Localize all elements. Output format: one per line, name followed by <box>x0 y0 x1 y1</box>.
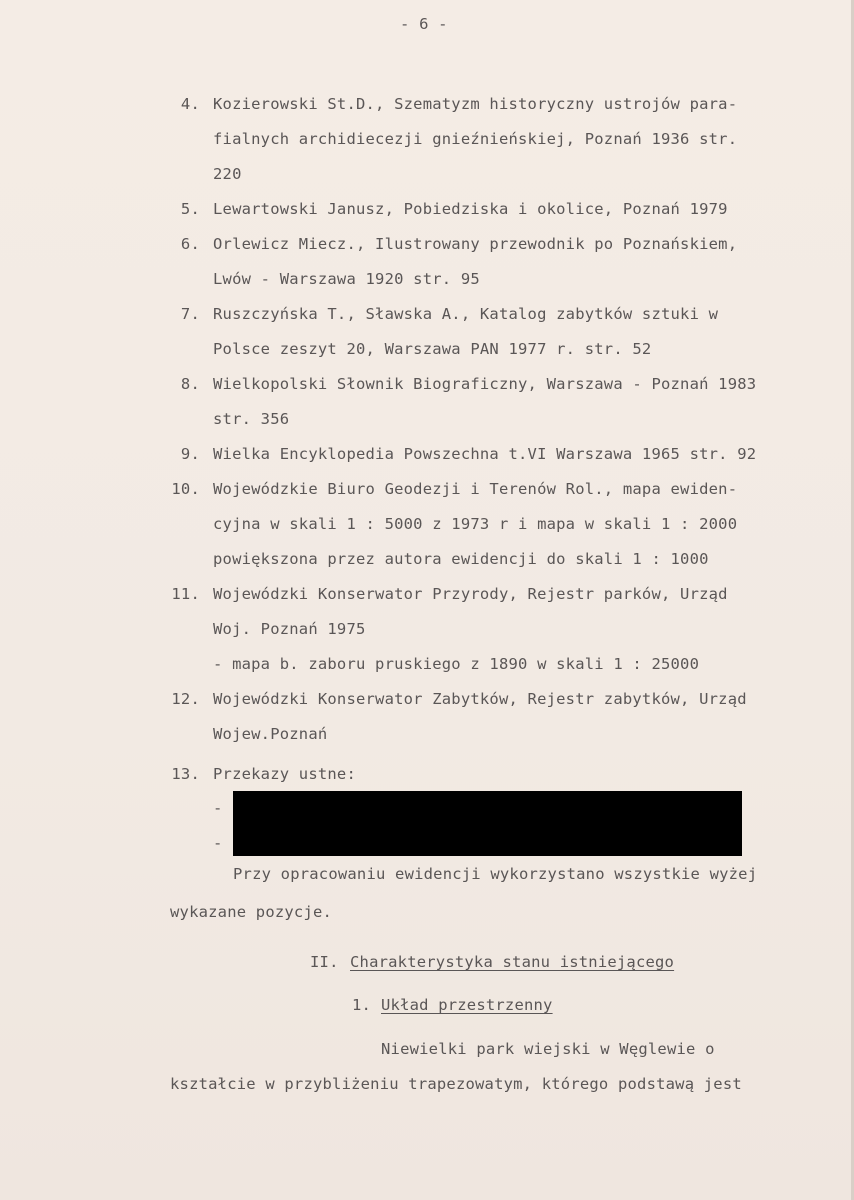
section-title: Charakterystyka stanu istniejącego <box>350 953 675 971</box>
entry-number: 6. <box>180 235 200 253</box>
entry-line: Polsce zeszyt 20, Warszawa PAN 1977 r. str. 52 <box>213 340 652 358</box>
entry-number: 4. <box>180 95 200 113</box>
entry-number: 11. <box>171 585 200 603</box>
entry-line: Przekazy ustne: <box>213 765 356 783</box>
entry-number: 5. <box>180 200 200 218</box>
redaction-block <box>233 791 742 856</box>
list-dash: - <box>213 834 223 852</box>
entry-number: 8. <box>180 375 200 393</box>
entry-line: Wielkopolski Słownik Biograficzny, Warszawa - Poznań 1983 <box>213 375 757 393</box>
entry-line: Lewartowski Janusz, Pobiedziska i okolice, Poznań 1979 <box>213 200 728 218</box>
entry-number: 9. <box>180 445 200 463</box>
entry-number: 13. <box>171 765 200 783</box>
entry-line: cyjna w skali 1 : 5000 z 1973 r i mapa w skali 1 : 2000 <box>213 515 738 533</box>
entry-number: 10. <box>171 480 200 498</box>
subsection-number: 1. <box>352 996 372 1014</box>
entry-line: Ruszczyńska T., Sławska A., Katalog zabytków sztuki w <box>213 305 719 323</box>
entry-number: 12. <box>171 690 200 708</box>
entry-line: Kozierowski St.D., Szematyzm historyczny ustrojów para- <box>213 95 738 113</box>
entry-line: - mapa b. zaboru pruskiego z 1890 w skali 1 : 25000 <box>213 655 700 673</box>
entry-line: Wojewódzki Konserwator Zabytków, Rejestr zabytków, Urząd <box>213 690 747 708</box>
list-dash: - <box>213 799 223 817</box>
entry-line: powiększona przez autora ewidencji do skali 1 : 1000 <box>213 550 709 568</box>
entry-line: Orlewicz Miecz., Ilustrowany przewodnik po Poznańskiem, <box>213 235 738 253</box>
entry-line: Wojewódzki Konserwator Przyrody, Rejestr parków, Urząd <box>213 585 728 603</box>
subsection-title: Układ przestrzenny <box>381 996 553 1014</box>
section-number: II. <box>310 953 339 971</box>
page-number: - 6 - <box>400 15 448 33</box>
closing-line: wykazane pozycje. <box>170 903 333 921</box>
entry-line: Wojewódzkie Biuro Geodezji i Terenów Rol., mapa ewiden- <box>213 480 738 498</box>
body-line: kształcie w przybliżeniu trapezowatym, którego podstawą jest <box>170 1075 742 1093</box>
entry-line: 220 <box>213 165 242 183</box>
entry-line: str. 356 <box>213 410 290 428</box>
body-line: Niewielki park wiejski w Węglewie o <box>381 1040 715 1058</box>
entry-line: Wielka Encyklopedia Powszechna t.VI Warszawa 1965 str. 92 <box>213 445 757 463</box>
entry-line: fialnych archidiecezji gnieźnieńskiej, Poznań 1936 str. <box>213 130 738 148</box>
entry-line: Woj. Poznań 1975 <box>213 620 366 638</box>
entry-line: Lwów - Warszawa 1920 str. 95 <box>213 270 480 288</box>
entry-number: 7. <box>180 305 200 323</box>
closing-line: Przy opracowaniu ewidencji wykorzystano wszystkie wyżej <box>233 865 758 883</box>
entry-line: Wojew.Poznań <box>213 725 328 743</box>
